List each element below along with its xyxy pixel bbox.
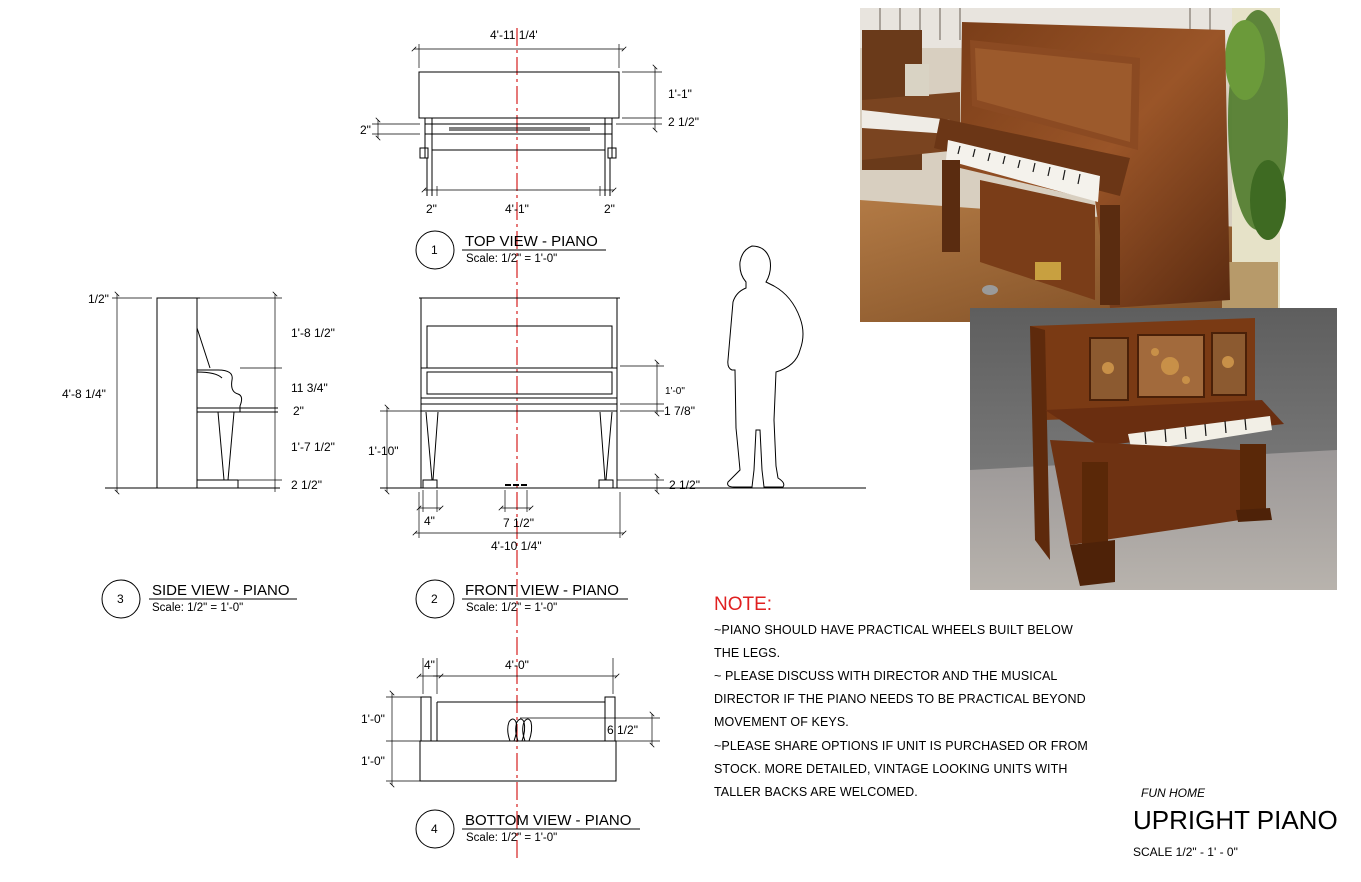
view-scale: Scale: 1/2" = 1'-0" [466, 832, 558, 844]
top-between-legs: 4'-1" [505, 202, 529, 216]
side-base: 2 1/2" [291, 478, 322, 492]
top-depth: 1'-1" [668, 87, 692, 101]
top-lip: 2 1/2" [668, 115, 699, 129]
side-upper: 1'-8 1/2" [291, 326, 335, 340]
side-lower: 1'-7 1/2" [291, 440, 335, 454]
view-number: 3 [117, 592, 124, 606]
note-line: ~PIANO SHOULD HAVE PRACTICAL WHEELS BUILT BELOW [714, 623, 1073, 637]
front-leg-width: 4" [424, 514, 435, 528]
view-title: BOTTOM VIEW - PIANO [465, 812, 632, 829]
view-number: 1 [431, 243, 438, 257]
view-number: 4 [431, 822, 438, 836]
note-line: MOVEMENT OF KEYS. [714, 715, 849, 729]
note-line: ~PLEASE SHARE OPTIONS IF UNIT IS PURCHASED OR FROM [714, 739, 1088, 753]
reference-photo-studio [970, 308, 1337, 590]
top-leg-left: 2" [426, 202, 437, 216]
view-scale: Scale: 1/2" = 1'-0" [152, 602, 244, 614]
bottom-view [386, 658, 660, 785]
note-line: DIRECTOR IF THE PIANO NEEDS TO BE PRACTICAL BEYOND [714, 692, 1086, 706]
note-line: ~ PLEASE DISCUSS WITH DIRECTOR AND THE MUSICAL [714, 669, 1058, 683]
bottom-top-depth: 1'-0" [361, 712, 385, 726]
side-cap: 1/2" [88, 292, 109, 306]
note-title: NOTE: [714, 594, 773, 615]
note-line: TALLER BACKS ARE WELCOMED. [714, 785, 918, 799]
sheet-title: UPRIGHT PIANO [1133, 805, 1338, 835]
front-overall-width: 4'-10 1/4" [491, 539, 542, 553]
top-left-offset: 2" [360, 123, 371, 137]
front-view [380, 298, 866, 538]
view-title: TOP VIEW - PIANO [465, 233, 598, 250]
top-leg-right: 2" [604, 202, 615, 216]
front-leg-height: 1'-10" [368, 444, 399, 458]
view-scale: Scale: 1/2" = 1'-0" [466, 602, 558, 614]
bottom-width: 4'-0" [505, 658, 529, 672]
side-height: 4'-8 1/4" [62, 387, 106, 401]
human-scale-figure [728, 246, 803, 487]
show-name: FUN HOME [1141, 786, 1205, 800]
view-scale: Scale: 1/2" = 1'-0" [466, 253, 558, 265]
bottom-bottom-depth: 1'-0" [361, 754, 385, 768]
bottom-pedal-offset: 6 1/2" [607, 723, 638, 737]
reference-photo-showroom [860, 8, 1288, 322]
front-base: 2 1/2" [669, 478, 700, 492]
view-number: 2 [431, 592, 438, 606]
view-title: FRONT VIEW - PIANO [465, 582, 619, 599]
front-keyboard: 1'-0" [665, 386, 685, 397]
side-rail: 2" [293, 404, 304, 418]
sheet-scale: SCALE 1/2" - 1' - 0" [1133, 845, 1238, 859]
note-line: THE LEGS. [714, 646, 781, 660]
bottom-leg: 4" [424, 658, 435, 672]
top-overall-width: 4'-11 1/4' [490, 28, 538, 42]
side-view [105, 294, 282, 492]
side-keybed: 11 3/4" [291, 381, 328, 395]
note-line: STOCK. MORE DETAILED, VINTAGE LOOKING UNITS WITH [714, 762, 1068, 776]
front-pedal-width: 7 1/2" [503, 516, 534, 530]
front-rail: 1 7/8" [664, 404, 695, 418]
view-title: SIDE VIEW - PIANO [152, 582, 290, 599]
